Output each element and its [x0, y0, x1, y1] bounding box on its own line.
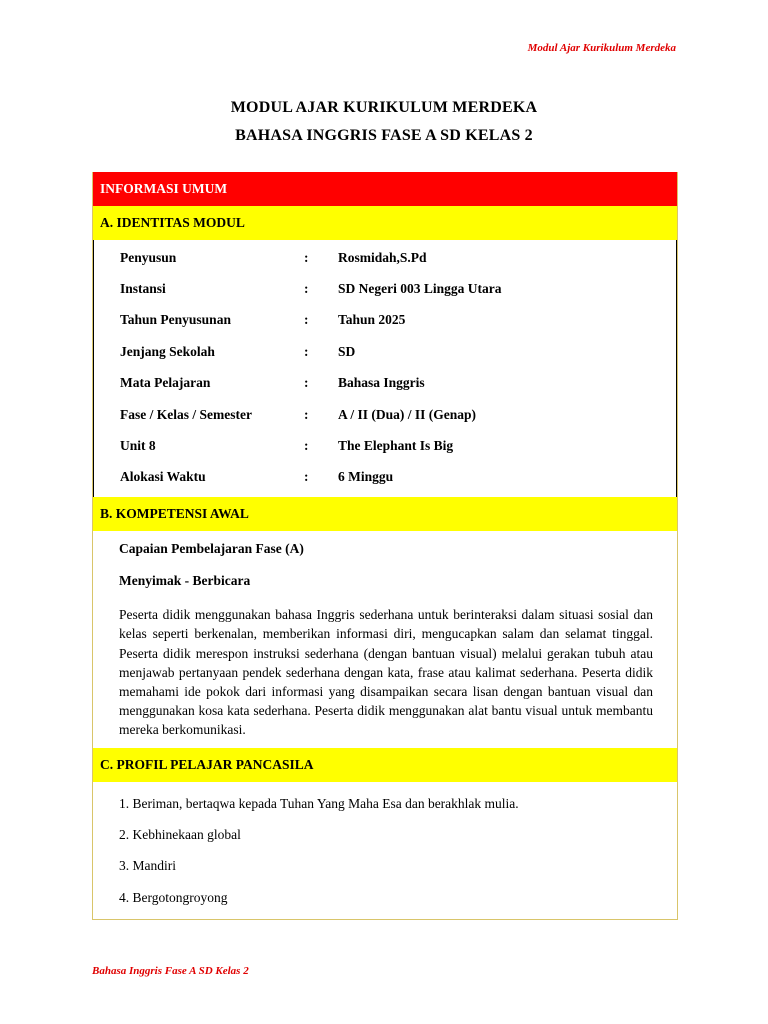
identity-row-fase [94, 399, 676, 430]
row-value: Tahun 2025 [338, 312, 406, 328]
row-label: Jenjang Sekolah [120, 343, 215, 359]
informasi-umum-bar: INFORMASI UMUM [93, 172, 677, 206]
running-header: Modul Ajar Kurikulum Merdeka [527, 42, 676, 54]
row-value: SD [338, 343, 356, 359]
running-footer: Bahasa Inggris Fase A SD Kelas 2 [92, 965, 249, 977]
title-line-2: BAHASA INGGRIS FASE A SD KELAS 2 [235, 127, 533, 144]
row-value: The Elephant Is Big [338, 438, 454, 454]
section-c-heading: C. PROFIL PELAJAR PANCASILA [93, 748, 677, 782]
kompetensi-paragraph: Peserta didik menggunakan bahasa Inggris sederhana untuk berinteraksi dalam situasi sosial dan kelas seperti berkenalan, memberikan informasi diri, mengucapkan salam dan selamat tinggal. Peserta didik merespon instruksi sederhana (dengan bantuan visual) melalui gerakan tubuh atau menjawab pertanyaan pendek sederhana dengan kata, frase atau kalimat sederhana. Peserta didik memahami ide pokok dari informasi yang disampaikan secara lisan dengan bantuan visual dan menggunakan kosa kata sederhana. Peserta didik menggunakan alat bantu visual untuk membantu mereka berkomunikasi. [119, 607, 653, 738]
row-label: Instansi [120, 281, 166, 297]
identity-row-unit [94, 430, 676, 461]
menyimak-subheading: Menyimak - Berbicara [119, 573, 251, 589]
row-label: Alokasi Waktu [120, 469, 206, 485]
identity-row-tahun [94, 305, 676, 336]
row-colon: : [304, 469, 309, 485]
row-label: Unit 8 [120, 438, 156, 454]
row-value: Bahasa Inggris [338, 375, 425, 391]
identity-row-jenjang [94, 336, 676, 367]
row-label: Mata Pelajaran [120, 375, 211, 391]
section-a-heading: A. IDENTITAS MODUL [93, 206, 677, 240]
profil-pancasila-list [93, 782, 677, 920]
list-item: 1. Beriman, bertaqwa kepada Tuhan Yang Maha Esa dan berakhlak mulia. [119, 795, 519, 811]
row-colon: : [304, 406, 309, 422]
row-label: Fase / Kelas / Semester [120, 406, 252, 422]
row-colon: : [304, 438, 309, 454]
row-colon: : [304, 375, 309, 391]
row-label: Tahun Penyusunan [120, 312, 231, 328]
capaian-subheading: Capaian Pembelajaran Fase (A) [119, 541, 304, 557]
list-item: 2. Kebhinekaan global [119, 826, 241, 842]
row-label: Penyusun [120, 249, 177, 265]
row-colon: : [304, 343, 309, 359]
module-table [92, 172, 678, 920]
kompetensi-awal-content [93, 531, 677, 747]
identity-row-penyusun [94, 242, 676, 273]
identity-row-instansi [94, 273, 676, 304]
identity-row-alokasi [94, 462, 676, 493]
row-colon: : [304, 312, 309, 328]
list-item: 3. Mandiri [119, 858, 176, 874]
row-colon: : [304, 281, 309, 297]
identity-row-mapel [94, 368, 676, 399]
section-b-heading: B. KOMPETENSI AWAL [93, 497, 677, 531]
row-value: Rosmidah,S.Pd [338, 249, 427, 265]
row-value: SD Negeri 003 Lingga Utara [338, 281, 502, 297]
row-value: 6 Minggu [338, 469, 394, 485]
row-colon: : [304, 249, 309, 265]
identitas-modul-table [93, 240, 677, 497]
row-value: A / II (Dua) / II (Genap) [338, 406, 477, 422]
title-line-1: MODUL AJAR KURIKULUM MERDEKA [230, 99, 538, 116]
document-title [0, 94, 768, 150]
list-item: 4. Bergotongroyong [119, 889, 228, 905]
